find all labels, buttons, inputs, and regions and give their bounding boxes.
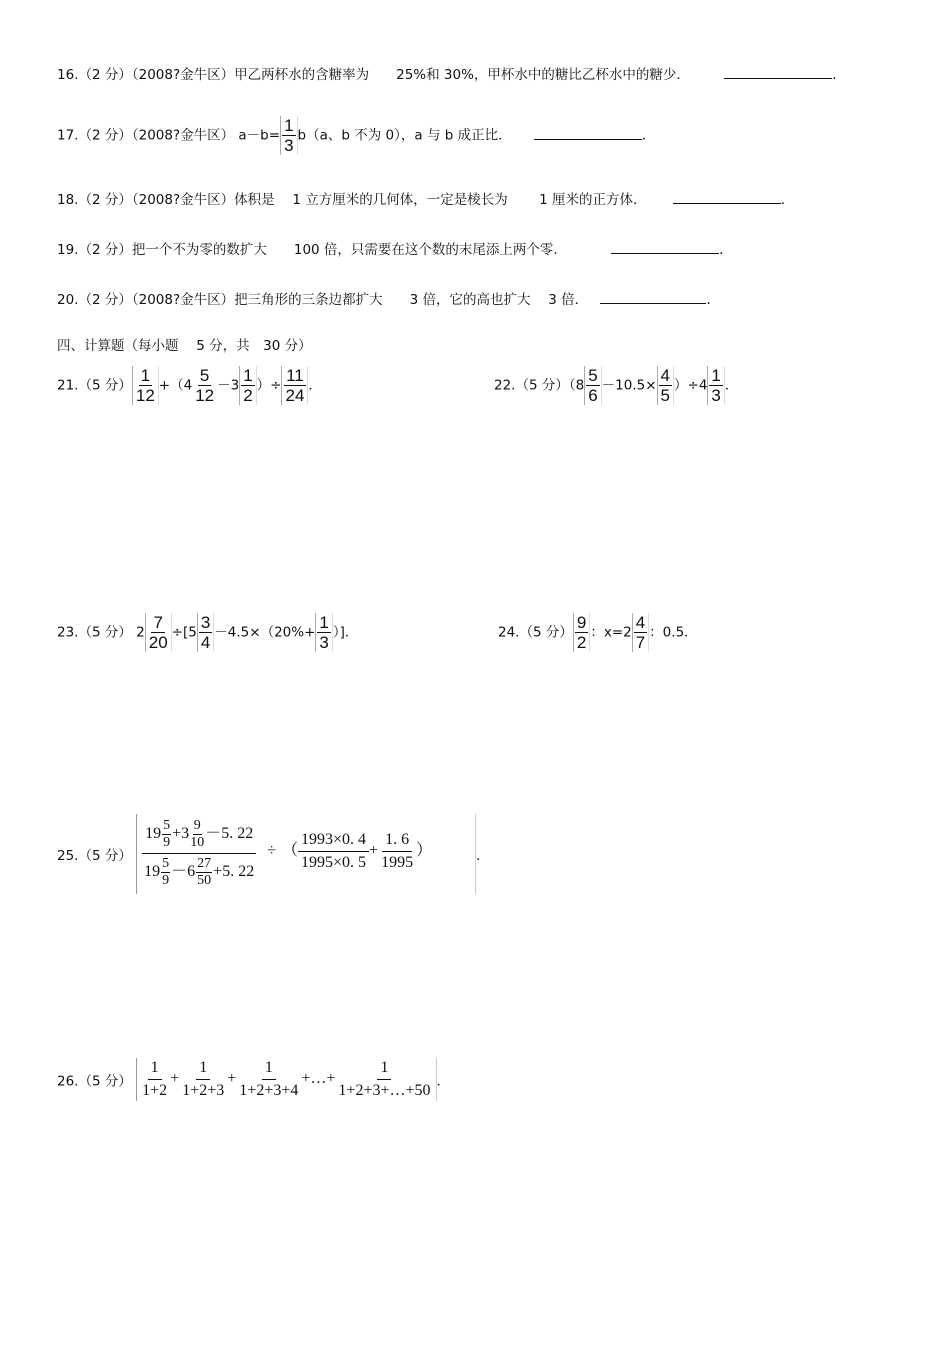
- fraction-one-third: $\frac{1}{3}$: [280, 116, 297, 155]
- question-21: 21.（5 分） $\frac{1}{12}$ +（4 $\frac{5}{12}$ －3 $\frac{1}{2}$ ）÷ $\frac{11}{24}$ ．: [57, 366, 322, 405]
- answer-blank-20[interactable]: [600, 289, 706, 304]
- question-17-prefix: 17.（2 分）（2008?金牛区） a－b=: [57, 127, 281, 144]
- series-sum-expression: $\frac{1}{1+2}$ + $\frac{1}{1+2+3}$ + $\frac{1}{1+2+3+4}$ +…+ $\frac{1}{1+2+3+\dots+50}$: [136, 1058, 436, 1101]
- question-16: 16.（2 分）（2008?金牛区）甲乙两杯水的含糖率为 25%和 30%，甲杯水中的糖比乙杯水中的糖少． ．: [57, 64, 846, 84]
- question-17-suffix: b（a、b 不为 0），a 与 b 成正比．: [297, 127, 512, 144]
- small-fraction: $\frac{1. 6}{1995}$: [381, 831, 414, 871]
- fraction-2: $\frac{5}{12}$: [195, 366, 215, 405]
- question-19: 19.（2 分）把一个不为零的数扩大 100 倍，只需要在这个数的末尾添上两个零． ．: [57, 239, 733, 259]
- question-17: 17.（2 分）（2008?金牛区） a－b= $\frac{1}{3}$ b（a、b 不为 0），a 与 b 成正比． ．: [57, 116, 656, 155]
- question-20-text: 20.（2 分）（2008?金牛区）把三角形的三条边都扩大 3 倍，它的高也扩大 3 倍．: [57, 292, 589, 308]
- complex-fraction-expression: 19 $\frac{5}{9}$ +3 $\frac{9}{10}$ －5. 22 19 $\frac{5}{9}$ －6 $\frac{27}{50}$ +5. 22 ÷ （ $\frac{1993\times 0. 4}{1995\times 0. 5}$ + $\frac{1. 6}{1995}$ ）: [136, 814, 476, 894]
- ratio-fraction: $\frac{1993\times 0. 4}{1995\times 0. 5}$: [298, 831, 369, 872]
- question-16-text: 16.（2 分）（2008?金牛区）甲乙两杯水的含糖率为 25%和 30%，甲杯水中的糖比乙杯水中的糖少．: [57, 67, 690, 83]
- fraction-4: $\frac{11}{24}$: [281, 366, 308, 405]
- question-21-label: 21.（5 分）: [57, 377, 132, 394]
- fraction-2: $\frac{4}{5}$: [657, 366, 674, 405]
- question-18-text: 18.（2 分）（2008?金牛区）体积是 1 立方厘米的几何体，一定是棱长为 1 厘米的正方体．: [57, 192, 647, 208]
- answer-blank-17[interactable]: [534, 125, 642, 140]
- fraction-3: $\frac{1}{3}$: [707, 366, 724, 405]
- section-heading-calculation: 四、计算题（每小题 5 分，共 30 分）: [57, 338, 312, 354]
- question-25: 25.（5 分） 19 $\frac{5}{9}$ +3 $\frac{9}{10}$ －5. 22 19 $\frac{5}{9}$ －6 $\frac{27}{50}$ +5. 22 ÷ （ $\frac{1993\times 0. 4}{1995\times 0. 5}$ + $\frac{1. 6}{1995}$ ） ．: [57, 814, 490, 894]
- question-25-label: 25.（5 分）: [57, 848, 132, 864]
- question-22: 22.（5 分）（8 $\frac{5}{6}$ －10.5× $\frac{4}{5}$ ）÷4 $\frac{1}{3}$ ．: [494, 366, 739, 405]
- question-19-text: 19.（2 分）把一个不为零的数扩大 100 倍，只需要在这个数的末尾添上两个零．: [57, 242, 567, 258]
- question-18: 18.（2 分）（2008?金牛区）体积是 1 立方厘米的几何体，一定是棱长为 1 厘米的正方体． ．: [57, 189, 794, 209]
- answer-blank-18[interactable]: [673, 189, 781, 204]
- fraction-1: $\frac{5}{6}$: [584, 366, 601, 405]
- question-20: 20.（2 分）（2008?金牛区）把三角形的三条边都扩大 3 倍，它的高也扩大 3 倍． ．: [57, 289, 720, 309]
- question-23: 23.（5 分） 2 $\frac{7}{20}$ ÷[5 $\frac{3}{4}$ －4.5×（20%+ $\frac{1}{3}$ ）]．: [57, 613, 359, 652]
- question-23-label: 23.（5 分） 2: [57, 624, 145, 641]
- fraction-1: $\frac{9}{2}$: [573, 613, 590, 652]
- fraction-3: $\frac{1}{2}$: [239, 366, 256, 405]
- main-fraction: 19 $\frac{5}{9}$ +3 $\frac{9}{10}$ －5. 22 19 $\frac{5}{9}$ －6 $\frac{27}{50}$ +5. 22: [144, 818, 255, 888]
- fraction-2: $\frac{3}{4}$: [197, 613, 214, 652]
- question-24: 24.（5 分） $\frac{9}{2}$ ：x=2 $\frac{4}{7}$ ：0.5．: [498, 613, 698, 652]
- fraction-1: $\frac{7}{20}$: [145, 613, 172, 652]
- question-26-label: 26.（5 分）: [57, 1073, 132, 1090]
- fraction-1: $\frac{1}{12}$: [132, 366, 159, 405]
- answer-blank-19[interactable]: [611, 239, 719, 254]
- answer-blank-16[interactable]: [724, 64, 832, 79]
- question-22-label: 22.（5 分）（8: [494, 377, 585, 394]
- fraction-2: $\frac{4}{7}$: [632, 613, 649, 652]
- question-26: 26.（5 分） $\frac{1}{1+2}$ + $\frac{1}{1+2+3}$ + $\frac{1}{1+2+3+4}$ +…+ $\frac{1}{1+2+3+\dots+50}$ ．: [57, 1059, 451, 1099]
- question-24-label: 24.（5 分）: [498, 624, 573, 641]
- fraction-3: $\frac{1}{3}$: [315, 613, 332, 652]
